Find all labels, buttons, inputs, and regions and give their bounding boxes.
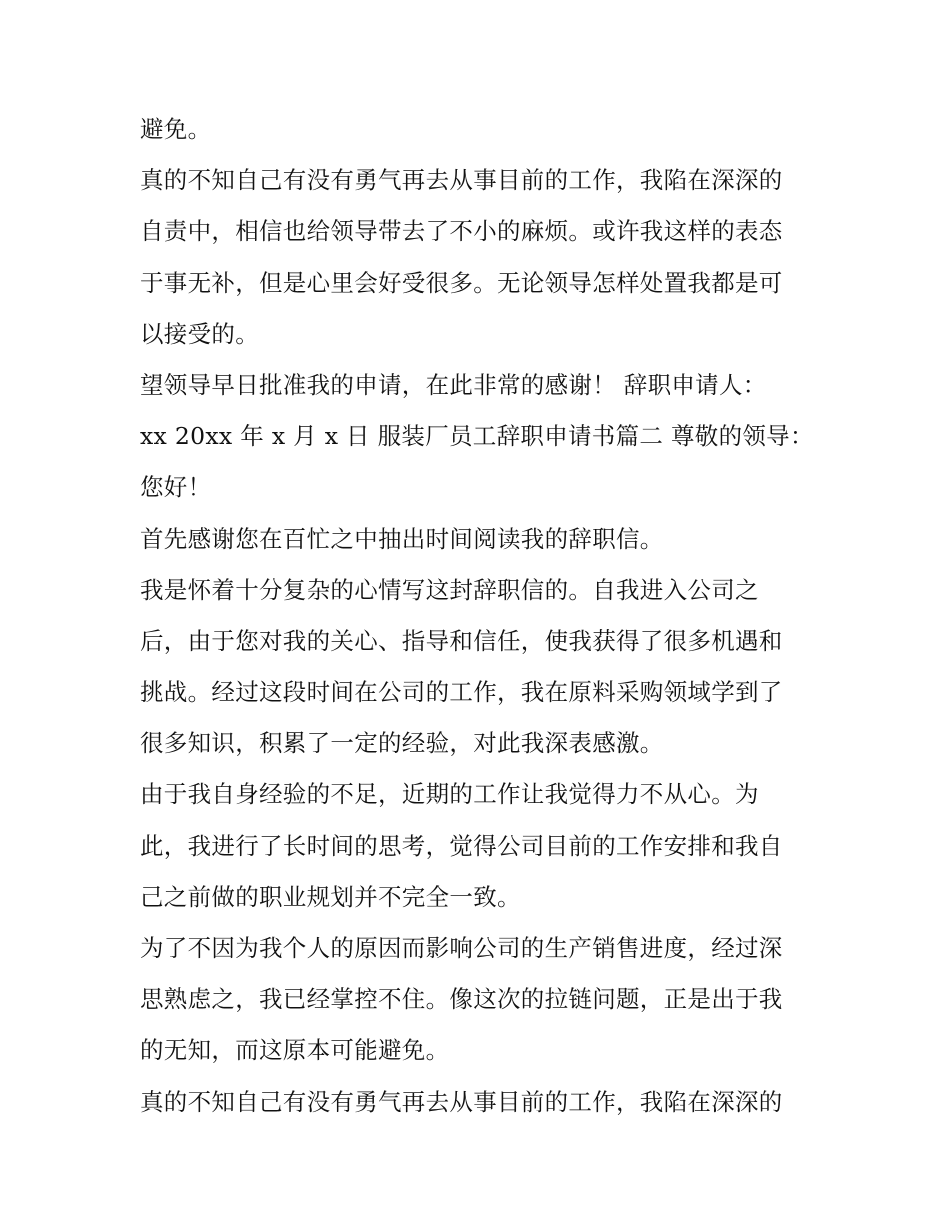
text-line: 此，我进行了长时间的思考，觉得公司目前的工作安排和我自 (140, 831, 783, 860)
text-line: 望领导早日批准我的申请，在此非常的感谢！ 辞职申请人： (140, 370, 767, 399)
text-line: 由于我自身经验的不足，近期的工作让我觉得力不从心。为 (140, 780, 759, 809)
text-line: 首先感谢您在百忙之中抽出时间阅读我的辞职信。 (140, 524, 664, 553)
text-line: 思熟虑之，我已经掌控不住。像这次的拉链问题，正是出于我 (140, 985, 783, 1014)
text-line: 避免。 (140, 115, 212, 143)
text-line: 为了不因为我个人的原因而影响公司的生产销售进度，经过深 (140, 934, 783, 962)
text-line: 后，由于您对我的关心、指导和信任，使我获得了很多机遇和 (140, 626, 783, 655)
text-line: 自责中，相信也给领导带去了不小的麻烦。或许我这样的表态 (140, 217, 783, 246)
text-line: 真的不知自己有没有勇气再去从事目前的工作，我陷在深深的 (140, 1087, 783, 1116)
text-line: xx 20xx 年 x 月 x 日 服装厂员工辞职申请书篇二 尊敬的领导： (140, 422, 814, 451)
text-line: 很多知识，积累了一定的经验，对此我深表感激。 (140, 729, 664, 758)
text-line: 真的不知自己有没有勇气再去从事目前的工作，我陷在深深的 (140, 166, 783, 195)
text-line: 的无知，而这原本可能避免。 (140, 1036, 450, 1065)
text-line: 己之前做的职业规划并不完全一致。 (140, 882, 521, 911)
text-line: 以接受的。 (140, 319, 259, 348)
text-line: 挑战。经过这段时间在公司的工作，我在原料采购领域学到了 (140, 678, 783, 707)
document-body (140, 104, 820, 1128)
text-line: 我是怀着十分复杂的心情写这封辞职信的。自我进入公司之 (140, 575, 759, 604)
text-line: 于事无补，但是心里会好受很多。无论领导怎样处置我都是可 (140, 268, 783, 297)
text-line: 您好！ (140, 473, 212, 502)
